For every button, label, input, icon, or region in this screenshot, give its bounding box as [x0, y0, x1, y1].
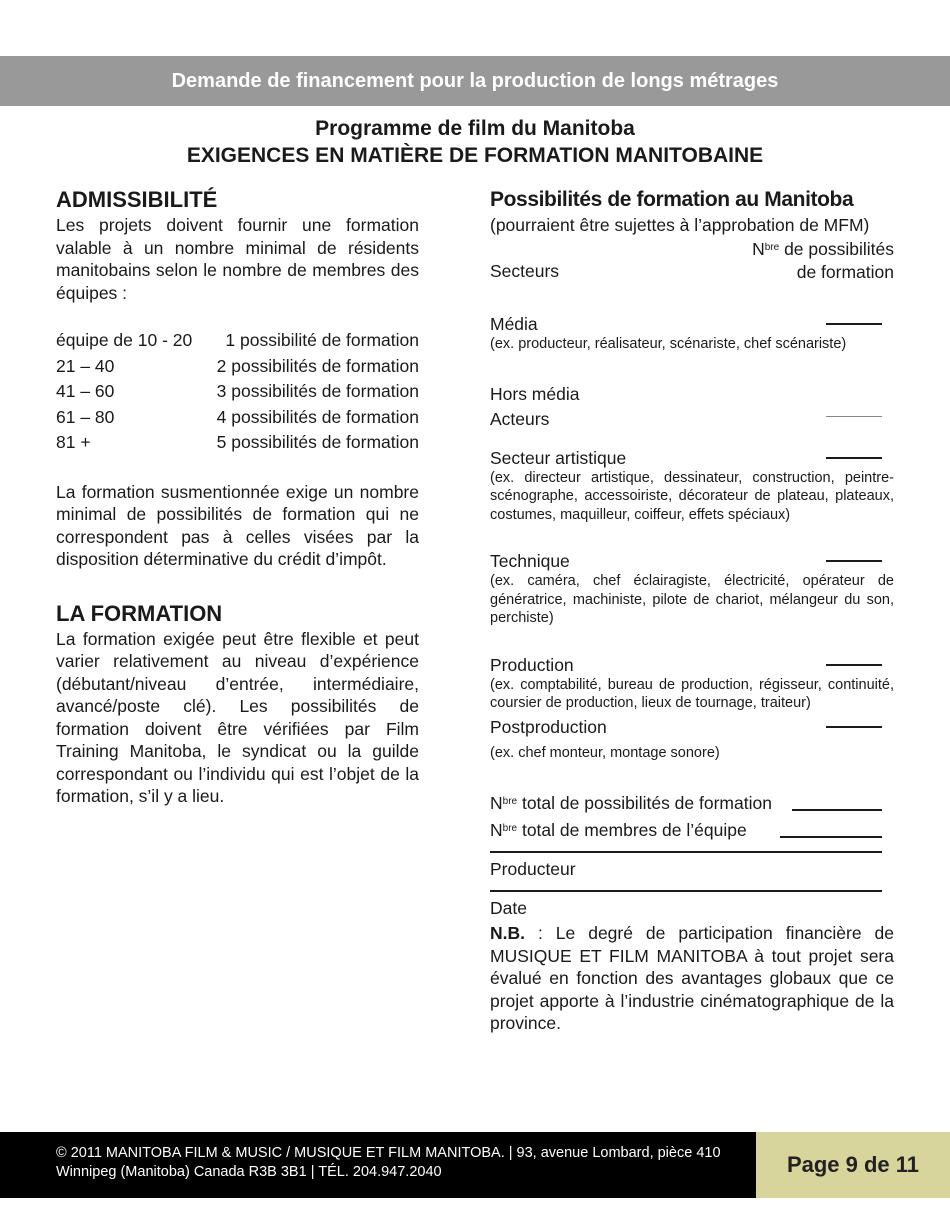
footer: [0, 1132, 950, 1198]
sector-postproduction: [490, 716, 894, 763]
team-size: 41 – 60: [56, 381, 115, 402]
sector-label: Postproduction: [490, 716, 607, 737]
sector-label: Média: [490, 314, 538, 334]
table-row: [56, 430, 419, 456]
opportunities-subheading: (pourraient être sujettes à l’approbation de MFM): [490, 215, 870, 235]
total-crew-field[interactable]: [780, 816, 882, 838]
count-header: $N^{bre}$ de possibilités de formation: [752, 239, 894, 282]
art-count-field[interactable]: [826, 457, 882, 459]
total-crew-label: total de membres de l’équipe: [517, 820, 747, 840]
sector-label: Technique: [490, 551, 570, 571]
sectors-header: Secteurs: [490, 261, 560, 281]
date-line[interactable]: [490, 890, 882, 892]
opportunity-count: 3 possibilités de formation: [216, 381, 419, 402]
total-opportunities-line: $N^{bre}$ total de possibilités de formation: [490, 789, 894, 816]
team-size: équipe de 10 - 20: [56, 330, 193, 351]
right-column: [490, 186, 894, 1035]
eligibility-intro: Les projets doivent fournir une formation valable à un nombre minimal de résidents manitobains selon le nombre de membres des équipes :: [56, 215, 419, 303]
producer-signature-line[interactable]: [490, 851, 882, 853]
table-row: [56, 354, 419, 380]
nb-note: [490, 922, 894, 1035]
total-opportunities-label: total de possibilités de formation: [517, 793, 772, 813]
total-opportunities-field[interactable]: [792, 789, 882, 811]
sector-examples: (ex. producteur, réalisateur, scénariste, chef scénariste): [490, 336, 847, 352]
header-banner: Demande de financement pour la production de longs métrages: [0, 56, 950, 106]
team-size: 21 – 40: [56, 355, 115, 376]
team-size: 61 – 80: [56, 406, 115, 427]
nb-label: N.B.: [490, 923, 525, 943]
eligibility-note: La formation susmentionnée exige un nombre minimal de possibilités de formation qui ne correspondent pas à celles visées par la disposition déterminative du crédit d’impôt.: [56, 481, 419, 569]
sector-art: [490, 447, 894, 525]
sector-label: Secteur artistique: [490, 447, 627, 468]
table-row: [56, 405, 419, 431]
page-number: Page 9 de 11: [756, 1132, 950, 1198]
production-count-field[interactable]: [826, 664, 882, 666]
program-title: Programme de film du Manitoba: [315, 117, 635, 140]
requirements-title: EXIGENCES EN MATIÈRE DE FORMATION MANITOBAINE: [186, 144, 764, 167]
sector-examples: (ex. comptabilité, bureau de production, régisseur, continuité, coursier de production, lieux de tournage, traiteur): [490, 676, 894, 711]
sector-label: Hors média: [490, 383, 580, 404]
opportunity-count: 4 possibilités de formation: [216, 406, 419, 427]
training-heading: LA FORMATION: [56, 600, 223, 626]
team-size: 81 +: [56, 432, 91, 453]
opportunity-count: 2 possibilités de formation: [216, 355, 419, 376]
sector-technical: [490, 550, 894, 628]
totals-block: [490, 789, 894, 843]
media-count-field[interactable]: [826, 323, 882, 325]
footer-copyright: © 2011 MANITOBA FILM & MUSIC / MUSIQUE ET FILM MANITOBA. | 93, avenue Lombard, pièce 410 Winnipeg (Manitoba) Canada R3B 3B1 | TÉL. 204.947.2040: [56, 1145, 721, 1180]
sector-production: [490, 654, 894, 713]
eligibility-heading: ADMISSIBILITÉ: [56, 187, 218, 212]
sector-label: Production: [490, 654, 574, 675]
table-row: [56, 379, 419, 405]
table-row: [56, 328, 419, 354]
page-title: [0, 115, 950, 169]
opportunity-count: 1 possibilité de formation: [225, 330, 419, 351]
sector-media: [490, 313, 894, 354]
left-column: [56, 186, 419, 808]
sector-examples: (ex. caméra, chef éclairagiste, électricité, opérateur de génératrice, machiniste, pilote de chariot, mélangeur du son, perchiste): [490, 573, 894, 626]
technical-count-field[interactable]: [826, 560, 882, 562]
producer-label: Producteur: [490, 859, 576, 879]
sector-examples: (ex. directeur artistique, dessinateur, construction, peintre-scénographe, accessoiriste, décorateur de plateau, plateaux, costumes, maquilleur, coiffeur, effets spéciaux): [490, 469, 894, 523]
nb-text: : Le degré de participation financière de MUSIQUE ET FILM MANITOBA à tout projet sera évalué en fonction des avantages globaux que ce projet apporte à l’industrie cinématographique de la province.: [490, 923, 894, 1033]
opportunities-heading: Possibilités de formation au Manitoba: [490, 188, 854, 211]
sector-label: Acteurs: [490, 408, 550, 429]
total-crew-line: $N^{bre}$ total de membres de l’équipe: [490, 816, 894, 843]
sector-examples: (ex. chef monteur, montage sonore): [490, 744, 720, 761]
date-label: Date: [490, 898, 527, 918]
postproduction-count-field[interactable]: [826, 726, 882, 728]
team-size-table: [56, 328, 419, 456]
sector-off-media: [490, 382, 894, 432]
column-headers: [490, 236, 894, 286]
actors-count-field[interactable]: [826, 416, 882, 417]
training-text: La formation exigée peut être flexible et peut varier relativement au niveau d’expérience (débutant/niveau d’entrée, intermédiaire, avancé/poste clé). Les possibilités de formation doivent être vérifiées par Film Training Manitoba, le syndicat ou la guilde correspondant ou l’individu qui est l’objet de la formation, s’il y a lieu.: [56, 628, 419, 806]
opportunity-count: 5 possibilités de formation: [216, 432, 419, 453]
